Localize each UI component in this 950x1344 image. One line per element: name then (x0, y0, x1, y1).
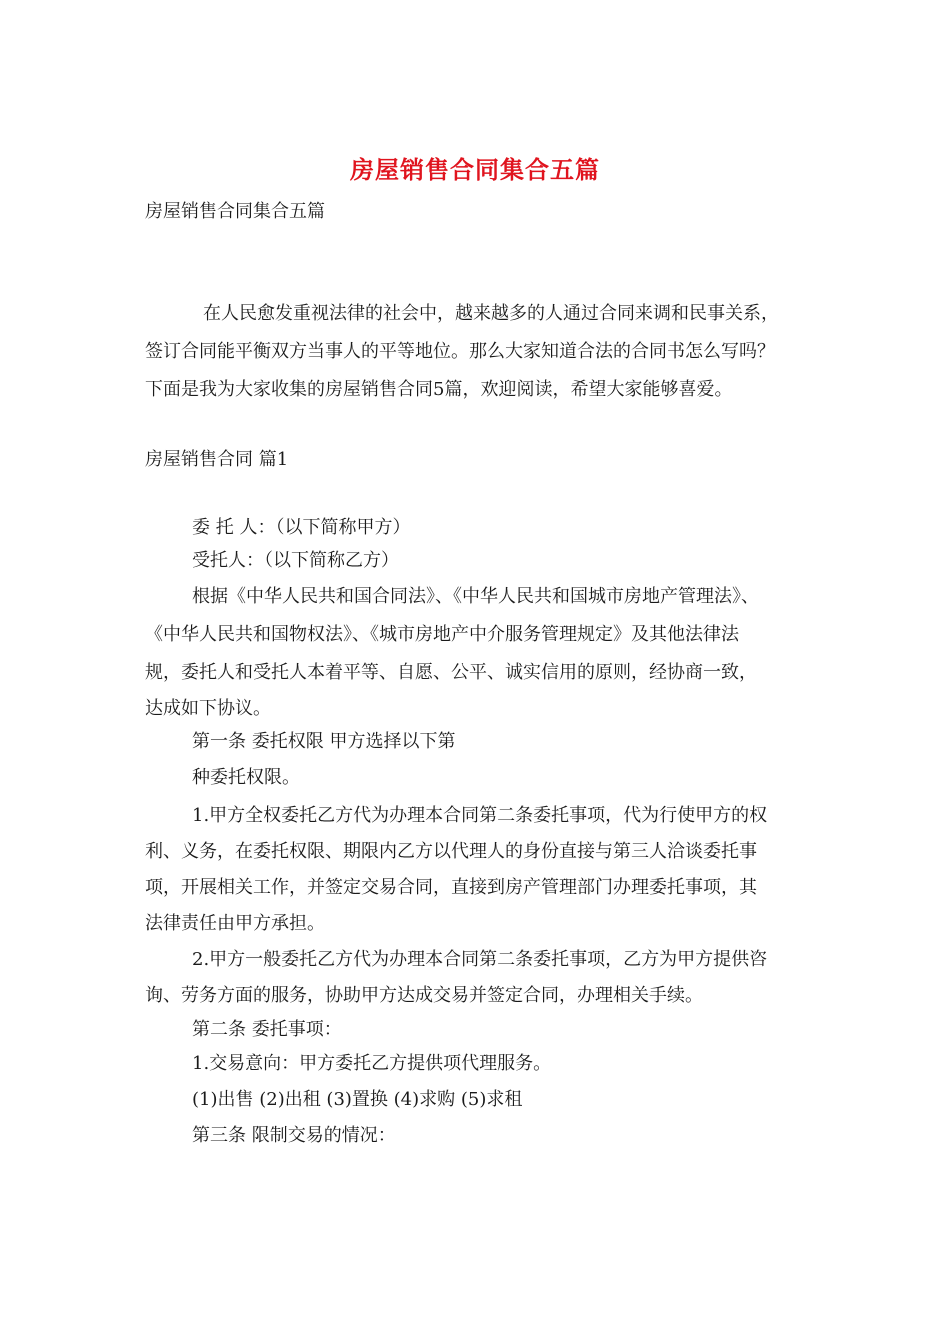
body-line: 第一条 委托权限 甲方选择以下第 (192, 731, 456, 752)
body-line: 规，委托人和受托人本着平等、自愿、公平、诚实信用的原则，经协商一致， (145, 662, 757, 683)
body-line: 种委托权限。 (192, 767, 300, 788)
body-line: (1)出售 (2)出租 (3)置换 (4)求购 (5)求租 (192, 1089, 523, 1110)
body-line: 项，开展相关工作，并签定交易合同，直接到房产管理部门办理委托事项，其 (145, 877, 757, 898)
body-line: 《中华人民共和国物权法》、《城市房地产中介服务管理规定》及其他法律法 (145, 624, 739, 645)
body-line: 第三条 限制交易的情况： (192, 1125, 396, 1146)
body-line: 1.交易意向：甲方委托乙方提供项代理服务。 (192, 1053, 552, 1074)
intro-line-2: 签订合同能平衡双方当事人的平等地位。那么大家知道合法的合同书怎么写吗？ (145, 341, 775, 362)
page-title: 房屋销售合同集合五篇 (350, 155, 600, 184)
body-line: 达成如下协议。 (145, 698, 271, 719)
body-line: 根据《中华人民共和国合同法》、《中华人民共和国城市房地产管理法》、 (192, 586, 759, 607)
body-line: 询、劳务方面的服务，协助甲方达成交易并签定合同，办理相关手续。 (145, 985, 703, 1006)
body-line: 利、义务，在委托权限、期限内乙方以代理人的身份直接与第三人洽谈委托事 (145, 841, 757, 862)
body-line: 2.甲方一般委托乙方代为办理本合同第二条委托事项，乙方为甲方提供咨 (192, 949, 768, 970)
body-line: 委 托 人：（以下简称甲方） (192, 517, 411, 538)
section-heading: 房屋销售合同 篇1 (145, 449, 289, 470)
intro-line-1: 在人民愈发重视法律的社会中，越来越多的人通过合同来调和民事关系， (203, 303, 779, 324)
intro-line-3: 下面是我为大家收集的房屋销售合同5篇，欢迎阅读，希望大家能够喜爱。 (145, 379, 733, 400)
subtitle: 房屋销售合同集合五篇 (145, 201, 325, 222)
body-line: 法律责任由甲方承担。 (145, 913, 325, 934)
body-line: 第二条 委托事项： (192, 1019, 342, 1040)
body-line: 1.甲方全权委托乙方代为办理本合同第二条委托事项，代为行使甲方的权 (192, 805, 768, 826)
body-line: 受托人：（以下简称乙方） (192, 550, 399, 571)
